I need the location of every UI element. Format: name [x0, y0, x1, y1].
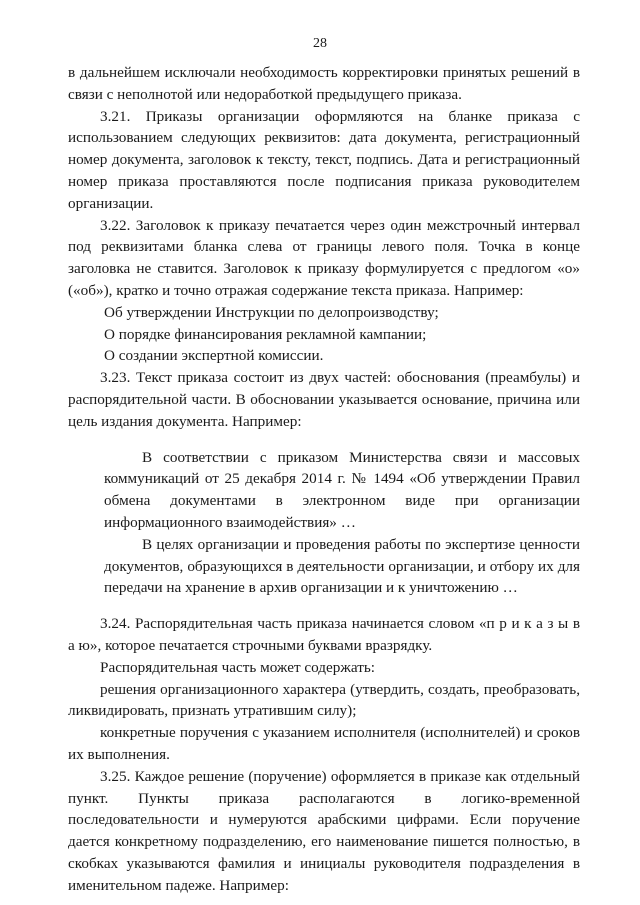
preamble-example-1: В соответствии с приказом Министерства связи и массовых коммуникаций от 25 декабря 2014 г. № 1494 «Об утверждении Правил обмена документами в электронном виде при организации информационного взаимодействия» … [104, 448, 580, 531]
example-title-2: О порядке финансирования рекламной кампании; [104, 325, 427, 343]
paragraph-3-23: 3.23. Текст приказа состоит из двух частей: обоснования (преамбулы) и распорядительной части. В обосновании указывается основание, причина или цель издания документа. Например: [68, 369, 580, 430]
example-title-3: О создании экспертной комиссии. [104, 347, 324, 365]
document-body [68, 62, 580, 896]
preamble-examples [68, 447, 580, 600]
paragraph-3-24-assignments: конкретные поручения с указанием исполнителя (исполнителей) и сроков их выполнения. [68, 724, 580, 763]
paragraph-3-24: 3.24. Распорядительная часть приказа начинается словом «п р и к а з ы в а ю», которое печатается строчными буквами вразрядку. [68, 615, 580, 654]
preamble-example-2: В целях организации и проведения работы по экспертизе ценности документов, образующихся в деятельности организации, и отбору их для передачи на хранение в архив организации и к уничтожению … [104, 535, 580, 597]
paragraph-3-21: 3.21. Приказы организации оформляются на бланке приказа с использованием следующих реквизитов: дата документа, регистрационный номер документа, заголовок к тексту, текст, подпись. Дата и регистрационный номер приказа проставляются после подписания приказа руководителем организации. [68, 107, 580, 212]
paragraph-3-24-decisions: решения организационного характера (утвердить, создать, преобразовать, ликвидировать, признать утратившим силу); [68, 680, 580, 720]
paragraph-3-24-contents: Распорядительная часть может содержать: [100, 658, 375, 676]
paragraph-continuation: в дальнейшем исключали необходимость корректировки принятых решений в связи с неполнотой или недоработкой предыдущего приказа. [68, 64, 580, 103]
example-title-1: Об утверждении Инструкции по делопроизводству; [104, 303, 439, 321]
paragraph-3-25: 3.25. Каждое решение (поручение) оформляется в приказе как отдельный пункт. Пункты приказа располагаются в логико-временной последовательности и нумеруются арабскими цифрами. Если поручение дается конкретному подразделению, его наименование пишется полностью, в скобках указываются фамилия и инициалы руководителя подразделения в именительном падеже. Например: [68, 767, 580, 894]
paragraph-3-22: 3.22. Заголовок к приказу печатается через один межстрочный интервал под реквизитами бланка слева от границы левого поля. Точка в конце заголовка не ставится. Заголовок к приказу формулируется с предлогом «о» («об»), кратко и точно отражая содержание текста приказа. Например: [68, 216, 580, 299]
page-number: 28 [313, 36, 327, 51]
